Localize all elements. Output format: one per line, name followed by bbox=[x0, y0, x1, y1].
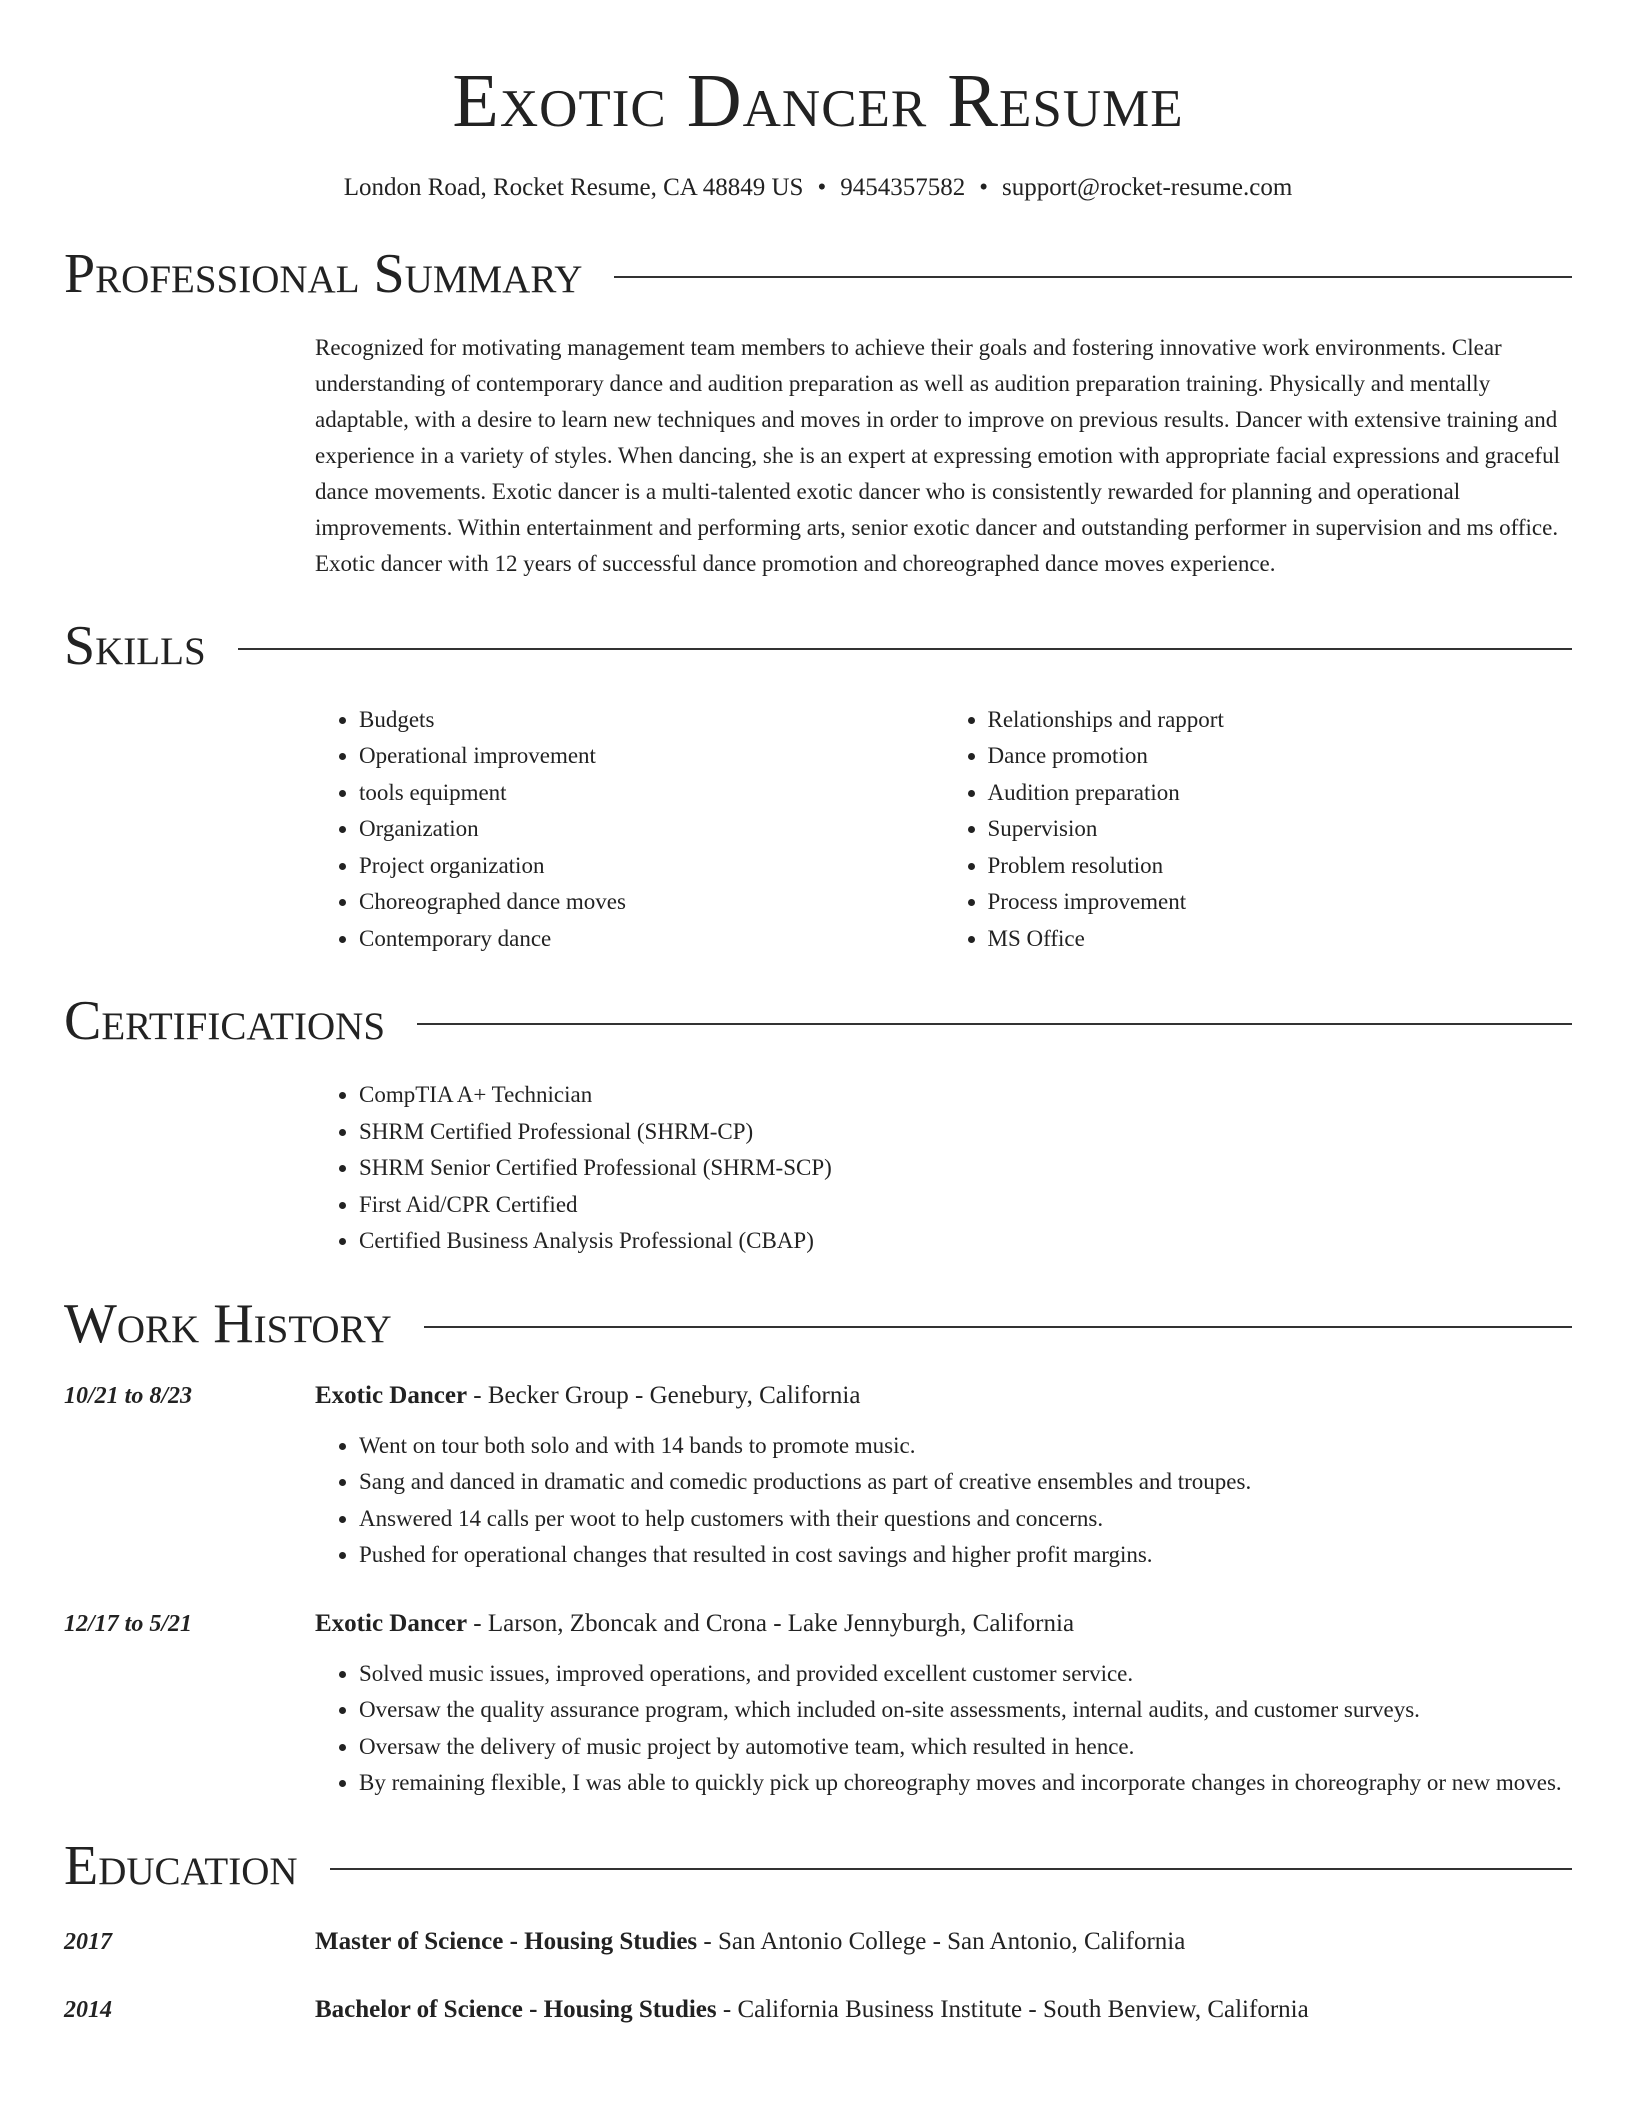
skills-section-header bbox=[64, 614, 1572, 677]
work-section-header bbox=[64, 1292, 1572, 1355]
section-divider bbox=[614, 276, 1572, 278]
certification-item: • SHRM Certified Professional (SHRM-CP) bbox=[359, 1114, 1572, 1151]
skills-heading: Skills bbox=[64, 614, 206, 677]
education-degree: Bachelor of Science - Housing Studies bbox=[315, 1995, 717, 2023]
certification-item: • First Aid/CPR Certified bbox=[359, 1187, 1572, 1224]
skill-item: • Organization bbox=[359, 811, 944, 848]
education-heading: Education bbox=[64, 1834, 298, 1897]
job-title-line bbox=[315, 1606, 1074, 1642]
job-dates: 12/17 to 5/21 bbox=[64, 1610, 193, 1637]
certifications-section bbox=[315, 1077, 1572, 1260]
section-divider bbox=[238, 648, 1572, 650]
job-duties-list bbox=[315, 1656, 1572, 1802]
section-divider bbox=[417, 1023, 1572, 1025]
skill-item: • Relationships and rapport bbox=[988, 702, 1573, 739]
education-school: - California Business Institute - South Benview, California bbox=[716, 1995, 1309, 2023]
skill-item: • Budgets bbox=[359, 702, 944, 739]
certifications-heading: Certifications bbox=[64, 990, 386, 1053]
education-section-header bbox=[64, 1834, 1572, 1897]
skills-list-right bbox=[944, 702, 1573, 958]
education-school: - San Antonio College - San Antonio, California bbox=[697, 1927, 1186, 1955]
education-entry bbox=[64, 1992, 1572, 2028]
job-header bbox=[64, 1378, 1572, 1414]
certifications-list bbox=[315, 1077, 1572, 1260]
job-duty: • Answered 14 calls per woot to help customers with their questions and concerns. bbox=[359, 1501, 1572, 1538]
contact-address: London Road, Rocket Resume, CA 48849 US bbox=[343, 173, 804, 201]
skill-item: • Supervision bbox=[988, 811, 1573, 848]
job-duty: • Sang and danced in dramatic and comedic productions as part of creative ensembles and troupes. bbox=[359, 1464, 1572, 1501]
job-duty: • Pushed for operational changes that resulted in cost savings and higher profit margins. bbox=[359, 1537, 1572, 1574]
education-line bbox=[315, 1924, 1185, 1960]
section-divider bbox=[424, 1326, 1572, 1328]
skills-section bbox=[315, 702, 1572, 958]
skills-list-left bbox=[315, 702, 944, 958]
contact-line bbox=[64, 174, 1572, 202]
skill-item: • Process improvement bbox=[988, 884, 1573, 921]
certification-item: • SHRM Senior Certified Professional (SHRM-SCP) bbox=[359, 1150, 1572, 1187]
resume-title: Exotic Dancer Resume bbox=[452, 59, 1184, 143]
work-heading: Work History bbox=[64, 1292, 392, 1355]
skill-item: • Contemporary dance bbox=[359, 921, 944, 958]
job-duties bbox=[315, 1428, 1572, 1574]
skill-item: • Operational improvement bbox=[359, 738, 944, 775]
education-year: 2017 bbox=[64, 1928, 112, 1955]
job-title-line bbox=[315, 1378, 860, 1414]
summary-section-header bbox=[64, 242, 1572, 305]
job-duty: • Oversaw the delivery of music project by automotive team, which resulted in hence. bbox=[359, 1729, 1572, 1766]
resume-header bbox=[64, 60, 1572, 202]
contact-separator: • bbox=[817, 173, 827, 201]
skill-item: • Problem resolution bbox=[988, 848, 1573, 885]
job-employer: - Becker Group - Genebury, California bbox=[467, 1381, 861, 1409]
certification-item: • Certified Business Analysis Professional (CBAP) bbox=[359, 1223, 1572, 1260]
job-duty: • Solved music issues, improved operations, and provided excellent customer service. bbox=[359, 1656, 1572, 1693]
job-header bbox=[64, 1606, 1572, 1642]
job-duty: • By remaining flexible, I was able to quickly pick up choreography moves and incorporate changes in choreography or new moves. bbox=[359, 1765, 1572, 1802]
job-title: Exotic Dancer bbox=[315, 1381, 468, 1409]
skill-item: • Audition preparation bbox=[988, 775, 1573, 812]
job-dates: 10/21 to 8/23 bbox=[64, 1382, 193, 1409]
job-entry bbox=[64, 1606, 1572, 1802]
education-entry bbox=[64, 1924, 1572, 1960]
contact-phone: 9454357582 bbox=[840, 173, 966, 201]
skill-item: • tools equipment bbox=[359, 775, 944, 812]
certifications-section-header bbox=[64, 990, 1572, 1053]
job-entry bbox=[64, 1378, 1572, 1574]
job-duty: • Oversaw the quality assurance program, which included on-site assessments, internal audits, and customer surveys. bbox=[359, 1692, 1572, 1729]
education-year: 2014 bbox=[64, 1996, 112, 2023]
skill-item: • Project organization bbox=[359, 848, 944, 885]
section-divider bbox=[330, 1868, 1572, 1870]
skill-item: • Choreographed dance moves bbox=[359, 884, 944, 921]
skill-item: • Dance promotion bbox=[988, 738, 1573, 775]
education-degree: Master of Science - Housing Studies bbox=[315, 1927, 698, 1955]
summary-section bbox=[315, 330, 1572, 582]
contact-separator: • bbox=[979, 173, 988, 201]
job-title: Exotic Dancer bbox=[315, 1609, 468, 1637]
job-employer: - Larson, Zboncak and Crona - Lake Jennyburgh, California bbox=[467, 1609, 1075, 1637]
job-duties bbox=[315, 1656, 1572, 1802]
job-duty: • Went on tour both solo and with 14 bands to promote music. bbox=[359, 1428, 1572, 1465]
certification-item: • CompTIA A+ Technician bbox=[359, 1077, 1572, 1114]
skill-item: • MS Office bbox=[988, 921, 1573, 958]
contact-email: support@rocket-resume.com bbox=[1001, 173, 1293, 201]
education-line bbox=[315, 1992, 1309, 2028]
job-duties-list bbox=[315, 1428, 1572, 1574]
summary-text: Recognized for motivating management team members to achieve their goals and fostering innovative work environments. Clear understanding of contemporary dance and audition preparation as well as audition preparation training. Physically and mentally adaptable, with a desire to learn new techniques and moves in order to improve on previous results. Dancer with extensive training and experience in a variety of styles. When dancing, she is an expert at expressing emotion with appropriate facial expressions and graceful dance movements. Exotic dancer is a multi-talented exotic dancer who is consistently rewarded for planning and operational improvements. Within entertainment and performing arts, senior exotic dancer and outstanding performer in supervision and ms office. Exotic dancer with 12 years of successful dance promotion and choreographed dance moves experience. bbox=[315, 334, 1560, 576]
summary-heading: Professional Summary bbox=[64, 242, 583, 305]
